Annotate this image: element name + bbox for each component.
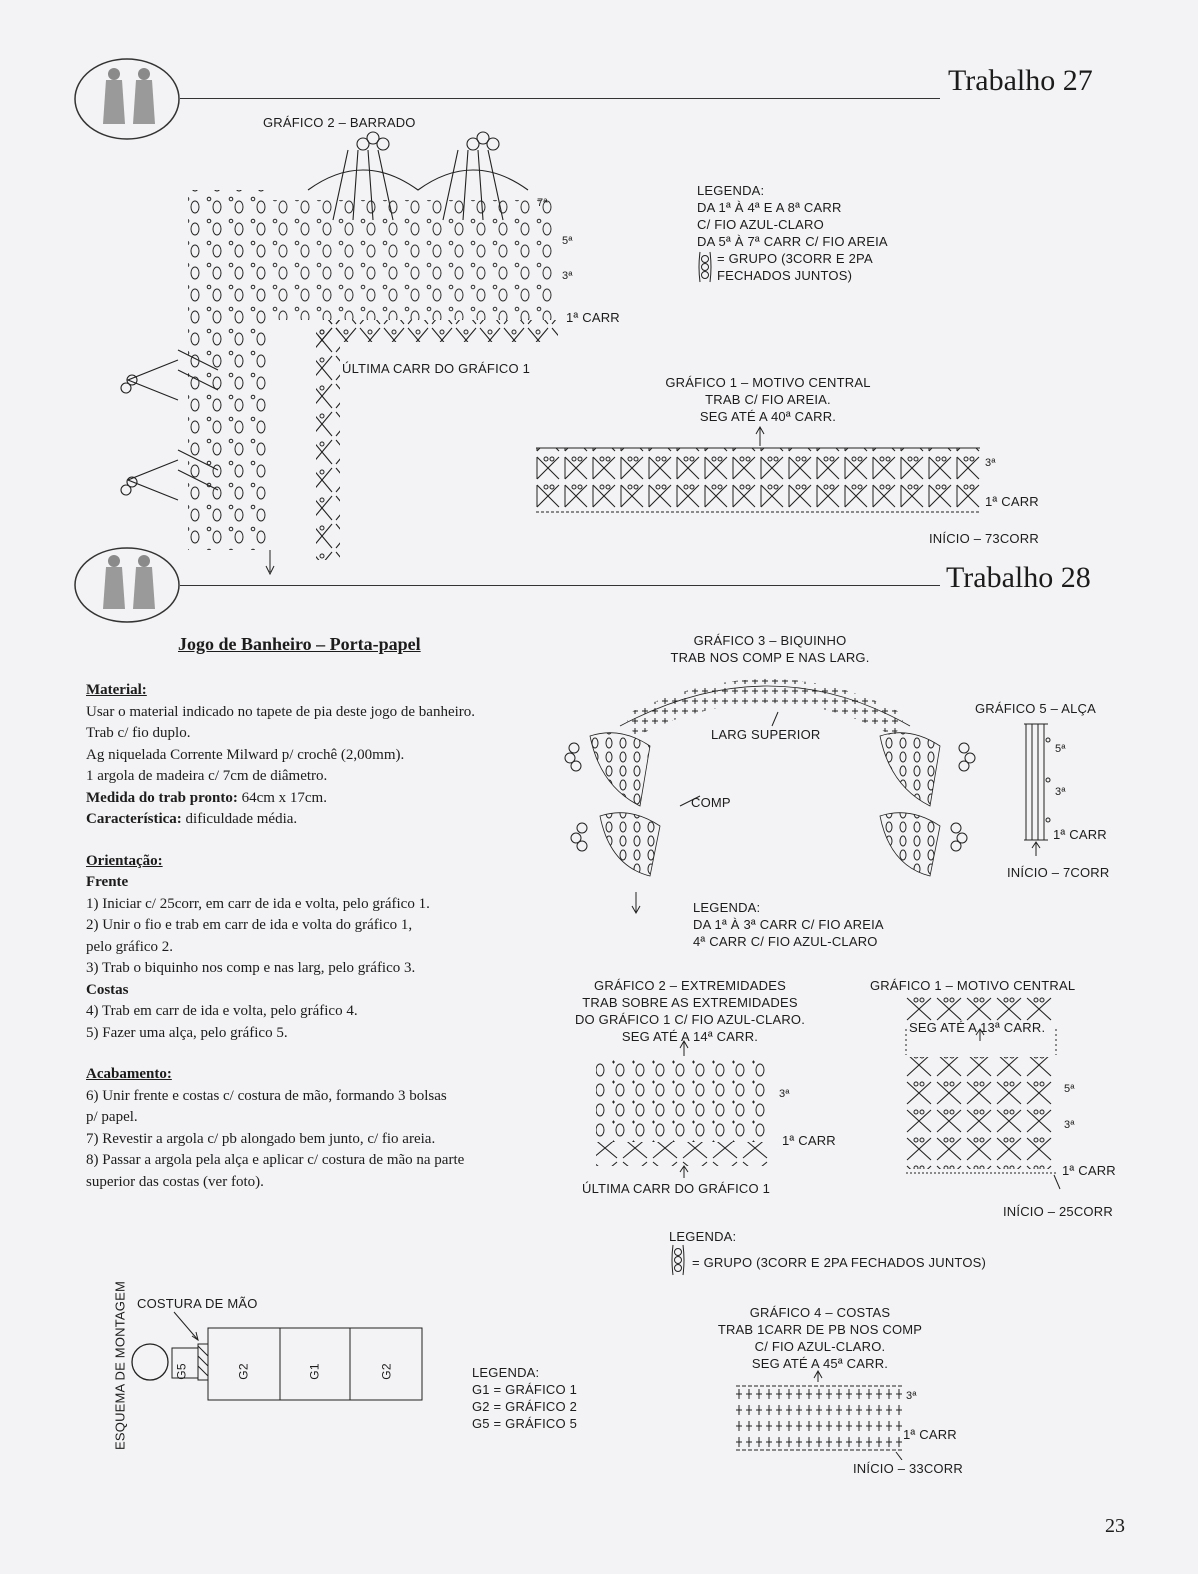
page-number: 23	[1105, 1515, 1125, 1537]
t27-legend	[697, 182, 888, 284]
legend-line: LEGENDA:	[693, 900, 761, 915]
group-symbol-icon	[697, 250, 713, 284]
panel-g1: G1	[307, 1363, 322, 1380]
g1-title: GRÁFICO 1 – MOTIVO CENTRAL	[870, 978, 1076, 993]
costas-line: 4) Trab em carr de ida e volta, pelo gráfico 4.	[86, 1003, 358, 1019]
t27-chart1-inicio: INÍCIO – 73CORR	[929, 531, 1039, 546]
legend-line: 4ª CARR C/ FIO AZUL-CLARO	[693, 934, 878, 949]
g3-legend	[693, 899, 884, 950]
legend2-title: LEGENDA:	[669, 1229, 737, 1244]
g5-row5: 5ª	[1055, 743, 1066, 755]
esquema-legend	[472, 1364, 577, 1432]
chart-title: GRÁFICO 1 – MOTIVO CENTRAL	[665, 375, 871, 390]
costas-heading: Costas	[86, 981, 129, 998]
carac-line	[86, 809, 576, 831]
t27-chart2-title: GRÁFICO 2 – BARRADO	[263, 115, 416, 130]
g1-row5: 5ª	[1064, 1083, 1075, 1095]
t27-barrado-chart	[118, 130, 578, 580]
g5-inicio: INÍCIO – 7CORR	[1007, 865, 1110, 880]
legend-line: DA 5ª À 7ª CARR C/ FIO AREIA	[697, 234, 888, 249]
g4-row1: 1ª CARR	[903, 1427, 957, 1442]
acab-line: superior das costas (ver foto).	[86, 1173, 264, 1190]
t27-motivo-central-chart	[534, 426, 984, 521]
acab-line: 8) Passar a argola pela alça e aplicar c/ costura de mão na parte	[86, 1152, 465, 1168]
g4-row3: 3ª	[906, 1390, 917, 1402]
acab-line: 7) Revestir a argola c/ pb alongado bem junto, c/ fio areia.	[86, 1130, 436, 1147]
legend-line: LEGENDA:	[472, 1365, 540, 1380]
costas-line: 5) Fazer uma alça, pelo gráfico 5.	[86, 1024, 288, 1041]
carac-value: dificuldade média.	[185, 811, 298, 827]
legend-line: G5 = GRÁFICO 5	[472, 1416, 578, 1431]
legend-line: DA 1ª À 4ª E A 8ª CARR	[697, 200, 842, 215]
acab-line: p/ papel.	[86, 1109, 138, 1125]
section-acabamento: Acabamento:	[86, 1066, 172, 1082]
chart-title: GRÁFICO 2 – EXTREMIDADES	[594, 978, 786, 993]
chart-subtitle: TRAB NOS COMP E NAS LARG.	[670, 650, 870, 665]
medida-line	[86, 788, 576, 810]
t27-chart1-row1: 1ª CARR	[985, 494, 1039, 509]
t27-row-3: 3ª	[562, 270, 573, 282]
legend-line: FECHADOS JUNTOS)	[717, 268, 853, 283]
g2-row3: 3ª	[779, 1088, 790, 1100]
g2-extremidades-chart	[590, 1040, 780, 1180]
g2-row1: 1ª CARR	[782, 1133, 836, 1148]
g3-biquinho-chart	[560, 666, 990, 916]
esquema-label: ESQUEMA DE MONTAGEM	[112, 1281, 128, 1450]
page-title: Trabalho 28	[946, 561, 1091, 594]
t28-instructions	[86, 680, 576, 1193]
g3-larg-superior: LARG SUPERIOR	[711, 727, 821, 742]
chart-subtitle: TRAB 1CARR DE PB NOS COMP	[717, 1322, 923, 1337]
frente-line: 1) Iniciar c/ 25corr, em carr de ida e volta, pelo gráfico 1.	[86, 895, 430, 912]
chart-title: GRÁFICO 3 – BIQUINHO	[693, 633, 847, 648]
t27-row-5: 5ª	[562, 235, 573, 247]
g3-title	[640, 632, 900, 666]
legend-title: LEGENDA:	[697, 183, 765, 198]
g5-title: GRÁFICO 5 – ALÇA	[975, 701, 1096, 716]
t28-heading: Jogo de Banheiro – Porta-papel	[178, 634, 421, 654]
medida-value: 64cm x 17cm.	[241, 789, 327, 806]
t27-chart1-title	[648, 374, 888, 425]
t27-ultima-label: ÚLTIMA CARR DO GRÁFICO 1	[342, 361, 531, 376]
chart-title: GRÁFICO 4 – COSTAS	[749, 1305, 891, 1320]
tassel-logo-icon	[72, 545, 182, 625]
chart-subtitle: TRAB SOBRE AS EXTREMIDADES	[582, 995, 798, 1010]
g4-title	[700, 1304, 940, 1372]
legend-line: C/ FIO AZUL-CLARO	[697, 217, 824, 232]
chart-subtitle: TRAB C/ FIO AREIA.	[705, 392, 831, 407]
frente-line: 2) Unir o fio e trab em carr de ida e volta do gráfico 1,	[86, 917, 413, 933]
esquema-diagram	[128, 1310, 428, 1402]
acab-line: 6) Unir frente e costas c/ costura de mão, formando 3 bolsas	[86, 1087, 447, 1104]
chart-subtitle: C/ FIO AZUL-CLARO.	[754, 1339, 886, 1354]
panel-g2-left: G2	[236, 1363, 251, 1380]
frente-heading: Frente	[86, 874, 129, 890]
legend-line: DA 1ª À 3ª CARR C/ FIO AREIA	[693, 917, 884, 932]
header-rule	[180, 585, 940, 586]
g3-comp: COMP	[691, 795, 731, 810]
material-line: 1 argola de madeira c/ 7cm de diâmetro.	[86, 768, 328, 784]
section-material: Material:	[86, 682, 147, 698]
g1-seg: SEG ATÉ A 13ª CARR.	[909, 1020, 1046, 1035]
g1-row1: 1ª CARR	[1062, 1163, 1116, 1178]
material-line: Usar o material indicado no tapete de pia deste jogo de banheiro.	[86, 703, 476, 720]
g4-costas-chart	[734, 1370, 906, 1460]
page-title: Trabalho 27	[948, 64, 1093, 97]
material-line: Ag niquelada Corrente Milward p/ crochê (2,00mm).	[86, 746, 405, 763]
header-28	[0, 545, 1198, 625]
chart-subtitle: SEG ATÉ A 14ª CARR.	[621, 1029, 759, 1044]
t27-row-1: 1ª CARR	[566, 310, 620, 325]
chart-subtitle: SEG ATÉ A 40ª CARR.	[699, 409, 837, 424]
panel-g5: G5	[174, 1363, 189, 1380]
group-symbol-icon	[670, 1243, 686, 1277]
chart-subtitle: SEG ATÉ A 45ª CARR.	[751, 1356, 889, 1371]
legend2-text: = GRUPO (3CORR E 2PA FECHADOS JUNTOS)	[692, 1255, 987, 1270]
g2-title	[560, 977, 820, 1045]
carac-label: Característica:	[86, 811, 182, 827]
legend-line: G2 = GRÁFICO 2	[472, 1399, 578, 1414]
g1-row3: 3ª	[1064, 1119, 1075, 1131]
frente-line: 3) Trab o biquinho nos comp e nas larg, pelo gráfico 3.	[86, 960, 416, 976]
g1-inicio: INÍCIO – 25CORR	[1003, 1204, 1113, 1219]
legend-line: = GRUPO (3CORR E 2PA	[717, 251, 873, 266]
header-rule	[180, 98, 940, 99]
frente-line: pelo gráfico 2.	[86, 938, 174, 955]
section-orientacao: Orientação:	[86, 852, 163, 869]
t27-chart1-row3: 3ª	[985, 457, 996, 469]
g2-ultima: ÚLTIMA CARR DO GRÁFICO 1	[582, 1181, 771, 1196]
legend-group-row	[697, 250, 888, 284]
chart-subtitle: DO GRÁFICO 1 C/ FIO AZUL-CLARO.	[574, 1012, 806, 1027]
g4-inicio: INÍCIO – 33CORR	[853, 1461, 963, 1476]
material-line: Trab c/ fio duplo.	[86, 725, 191, 741]
legend-line: G1 = GRÁFICO 1	[472, 1382, 578, 1397]
g5-row3: 3ª	[1055, 786, 1066, 798]
panel-g2-right: G2	[379, 1363, 394, 1380]
t27-row-7: 7ª	[537, 197, 548, 209]
medida-label: Medida do trab pronto:	[86, 789, 238, 806]
g5-row1: 1ª CARR	[1053, 827, 1107, 842]
costura-label: COSTURA DE MÃO	[137, 1296, 258, 1311]
